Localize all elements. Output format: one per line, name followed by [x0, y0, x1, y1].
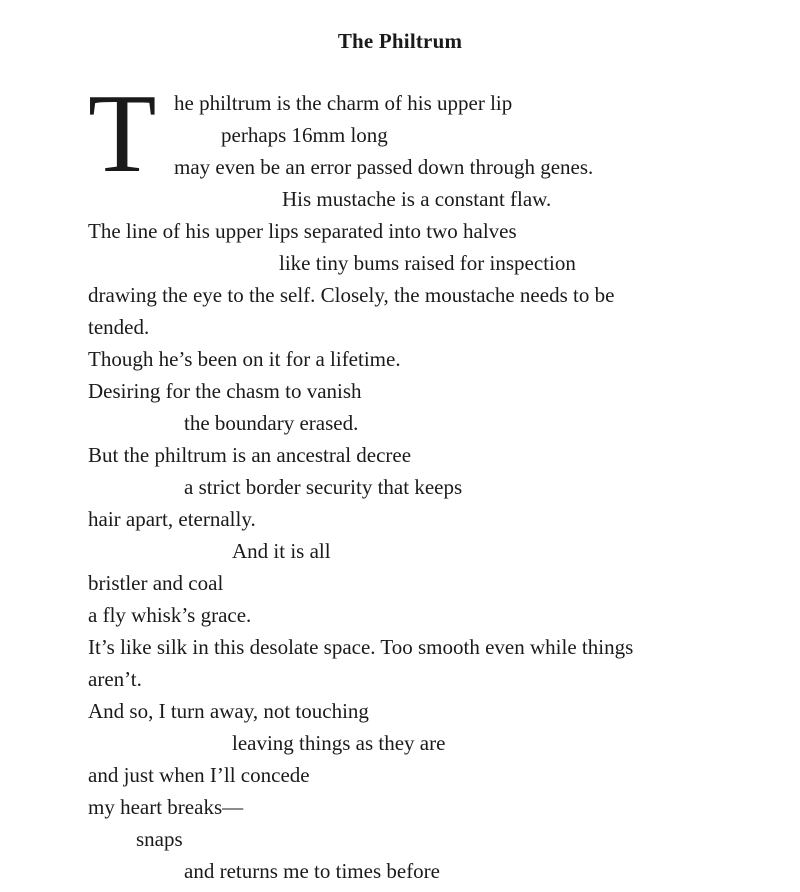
poem-line: a fly whisk’s grace.	[88, 603, 252, 627]
poem-line: His mustache is a constant flaw.	[282, 187, 552, 211]
poem-line: and returns me to times before	[184, 859, 440, 883]
poem-line: my heart breaks—	[88, 795, 244, 819]
poem-line: the boundary erased.	[184, 411, 359, 435]
poem-line: aren’t.	[88, 667, 142, 691]
poem-line: It’s like silk in this desolate space. Too smooth even while things	[88, 635, 634, 659]
drop-cap: T	[88, 72, 157, 196]
poem-line: drawing the eye to the self. Closely, the moustache needs to be	[88, 283, 615, 307]
poem-line: hair apart, eternally.	[88, 507, 256, 531]
poem-line: The line of his upper lips separated into two halves	[88, 219, 517, 243]
poem-line: bristler and coal	[88, 571, 224, 595]
poem-line: and just when I’ll concede	[88, 763, 310, 787]
poem-line: leaving things as they are	[232, 731, 446, 755]
poem-title: The Philtrum	[337, 29, 463, 53]
poem-line: snaps	[136, 827, 183, 851]
poem-line: And it is all	[232, 539, 331, 563]
poem-line: like tiny bums raised for inspection	[279, 251, 576, 275]
poem-line: may even be an error passed down through genes.	[174, 155, 594, 179]
poem-line: perhaps 16mm long	[221, 123, 388, 147]
poem-line: Though he’s been on it for a lifetime.	[88, 347, 401, 371]
poem-line: he philtrum is the charm of his upper lip	[174, 91, 513, 115]
poem-line: tended.	[88, 315, 150, 339]
poem-line: a strict border security that keeps	[184, 475, 463, 499]
poem-line: But the philtrum is an ancestral decree	[88, 443, 412, 467]
poem-line: And so, I turn away, not touching	[88, 699, 369, 723]
poem-line: Desiring for the chasm to vanish	[88, 379, 362, 403]
